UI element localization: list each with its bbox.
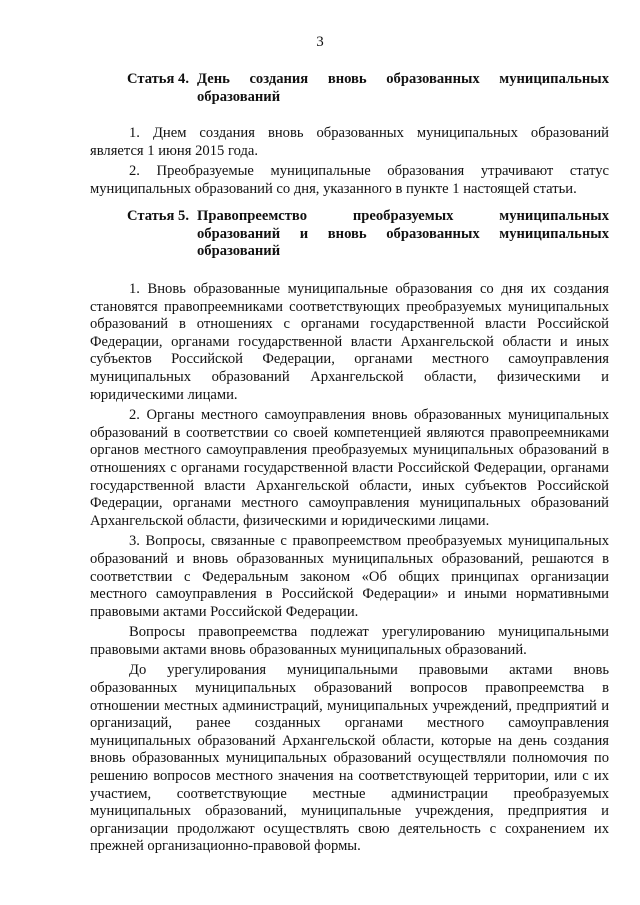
article-5-title: Правопреемство преобразуемых муниципальных образований и вновь образованных муниципальных образований bbox=[197, 208, 609, 260]
article-4-number: Статья 4. bbox=[127, 71, 189, 87]
article-4-heading bbox=[127, 71, 609, 106]
article-5-paragraph-3: 3. Вопросы, связанные с правопреемством преобразуемых муниципальных образований и вновь образованных муниципальных образований, решаются в соответствии с Федеральным законом «Об общих принципах организации местного самоуправления в Российской Федерации» и иными нормативными правовыми актами Российской Федерации. bbox=[90, 533, 609, 620]
article-5-paragraph-1: 1. Вновь образованные муниципальные образования со дня их создания становятся правопреемниками соответствующих преобразуемых муниципальных образований в отношениях с органами государственной власти Российской Федерации, органами государственной власти Архангельской области и иных субъектов Российской Федерации, органами местного самоуправления муниципальных образований Архангельской области, физическими и юридическими лицами. bbox=[90, 281, 609, 403]
article-4-title: День создания вновь образованных муниципальных образований bbox=[197, 71, 609, 105]
article-4-body bbox=[90, 125, 609, 201]
article-5-paragraph-2: 2. Органы местного самоуправления вновь образованных муниципальных образований в соответствии со своей компетенцией являются правопреемниками органов местного самоуправления преобразуемых муниципальных образований в отношениях с органами государственной власти Российской Федерации, органами государственной власти Архангельской области, иных субъектов Российской Федерации, органами местного самоуправления муниципальных образований Архангельской области, физическими и юридическими лицами. bbox=[90, 407, 609, 529]
article-5-paragraph-4: Вопросы правопреемства подлежат урегулированию муниципальными правовыми актами вновь образованных муниципальных образований. bbox=[90, 624, 609, 658]
article-4-paragraph-2: 2. Преобразуемые муниципальные образования утрачивают статус муниципальных образований со дня, указанного в пункте 1 настоящей статьи. bbox=[90, 163, 609, 197]
page-number: 3 bbox=[316, 34, 324, 50]
article-5-number: Статья 5. bbox=[127, 208, 189, 224]
article-5-paragraph-5: До урегулирования муниципальными правовыми актами вновь образованных муниципальных образований вопросов правопреемства в отношении местных администраций, муниципальных учреждений, предприятий и организаций, ранее созданных органами местного самоуправления муниципальных образований Архангельской области, которые на день создания вновь образованных муниципальных образований осуществляли полномочия по решению вопросов местного значения на соответствующей территории, или с их участием, соответствующие местные администрации преобразуемых муниципальных образований, муниципальные учреждения, предприятия и организации продолжают осуществлять свою деятельность с сохранением их прежней организационно-правовой формы. bbox=[90, 662, 609, 855]
article-4-paragraph-1: 1. Днем создания вновь образованных муниципальных образований является 1 июня 2015 года. bbox=[90, 125, 609, 159]
article-5-heading bbox=[127, 208, 609, 261]
article-5-body bbox=[90, 281, 609, 859]
